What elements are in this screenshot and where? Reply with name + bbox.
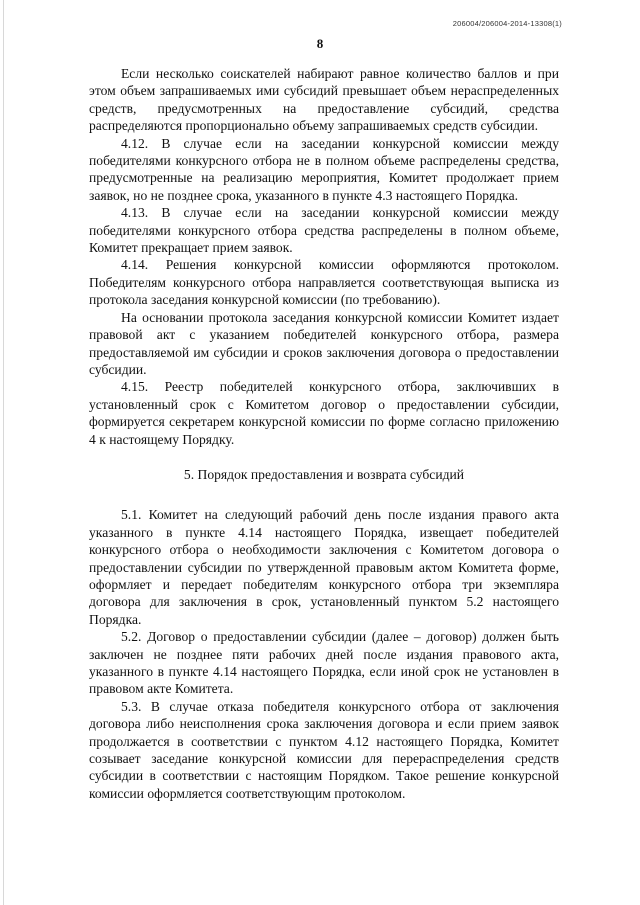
paragraph-4-13: 4.13. В случае если на заседании конкурсной комиссии между победителями конкурсного отбора средства распределены в полном объеме, Комитет прекращает прием заявок. bbox=[89, 205, 559, 256]
document-body bbox=[89, 65, 559, 802]
page-number: 8 bbox=[316, 36, 324, 51]
paragraph-5-2: 5.2. Договор о предоставлении субсидии (далее – договор) должен быть заключен не позднее пяти рабочих дней после издания правового акта, указанного в пункте 4.14 настоящего Порядка, если иной срок не установлен в правовом акте Комитета. bbox=[89, 629, 559, 697]
paragraph-legal-act: На основании протокола заседания конкурсной комиссии Комитет издает правовой акт с указанием победителей конкурсного отбора, размера предоставляемой им субсидии и сроков заключения договора о предоставлении субсидии. bbox=[89, 309, 559, 377]
paragraph-4-15: 4.15. Реестр победителей конкурсного отбора, заключивших в установленный срок с Комитетом договор о предоставлении субсидии, формируется секретарем конкурсной комиссии по форме согласно приложению 4 к настоящему Порядку. bbox=[89, 379, 559, 447]
scan-edge-line bbox=[3, 0, 4, 905]
paragraph-4-12: 4.12. В случае если на заседании конкурсной комиссии между победителями конкурсного отбора не в полном объеме распределены средства, предусмотренные на реализацию мероприятия, Комитет продолжает прием заявок, но не позднее срока, указанного в пункте 4.3 настоящего Порядка. bbox=[89, 135, 559, 203]
paragraph-continuation: Если несколько соискателей набирают равное количество баллов и при этом объем запрашиваемых ими субсидий превышает объем нераспределенных средств, предусмотренных на предоставление субсидий, средства распределяются пропорционально объему запрашиваемых средств субсидии. bbox=[89, 66, 559, 134]
paragraph-4-14: 4.14. Решения конкурсной комиссии оформляются протоколом. Победителям конкурсного отбора направляется соответствующая выписка из протокола заседания конкурсной комиссии (по требованию). bbox=[89, 257, 559, 308]
paragraph-5-1: 5.1. Комитет на следующий рабочий день после издания правого акта указанного в пункте 4.14 настоящего Порядка, извещает победителей конкурсного отбора о необходимости заключения с Комитетом договора о предоставлении субсидии по утвержденной правовым актом Комитета форме, оформляет и передает победителям конкурсного отбора три экземпляра договора для заключения в срок, установленный пунктом 5.2 настоящего Порядка. bbox=[89, 507, 559, 627]
paragraph-5-3: 5.3. В случае отказа победителя конкурсного отбора от заключения договора либо неисполнения срока заключения договора и если прием заявок продолжается в соответствии с пунктом 4.12 настоящего Порядка, Комитет созывает заседание конкурсной комиссии для перераспределения средств субсидии в соответствии с настоящим Порядком. Такое решение конкурсной комиссии оформляется соответствующим протоколом. bbox=[89, 698, 559, 801]
document-number: 206004/206004-2014-13308(1) bbox=[452, 19, 562, 28]
section-5-heading: 5. Порядок предоставления и возврата субсидий bbox=[183, 466, 465, 482]
